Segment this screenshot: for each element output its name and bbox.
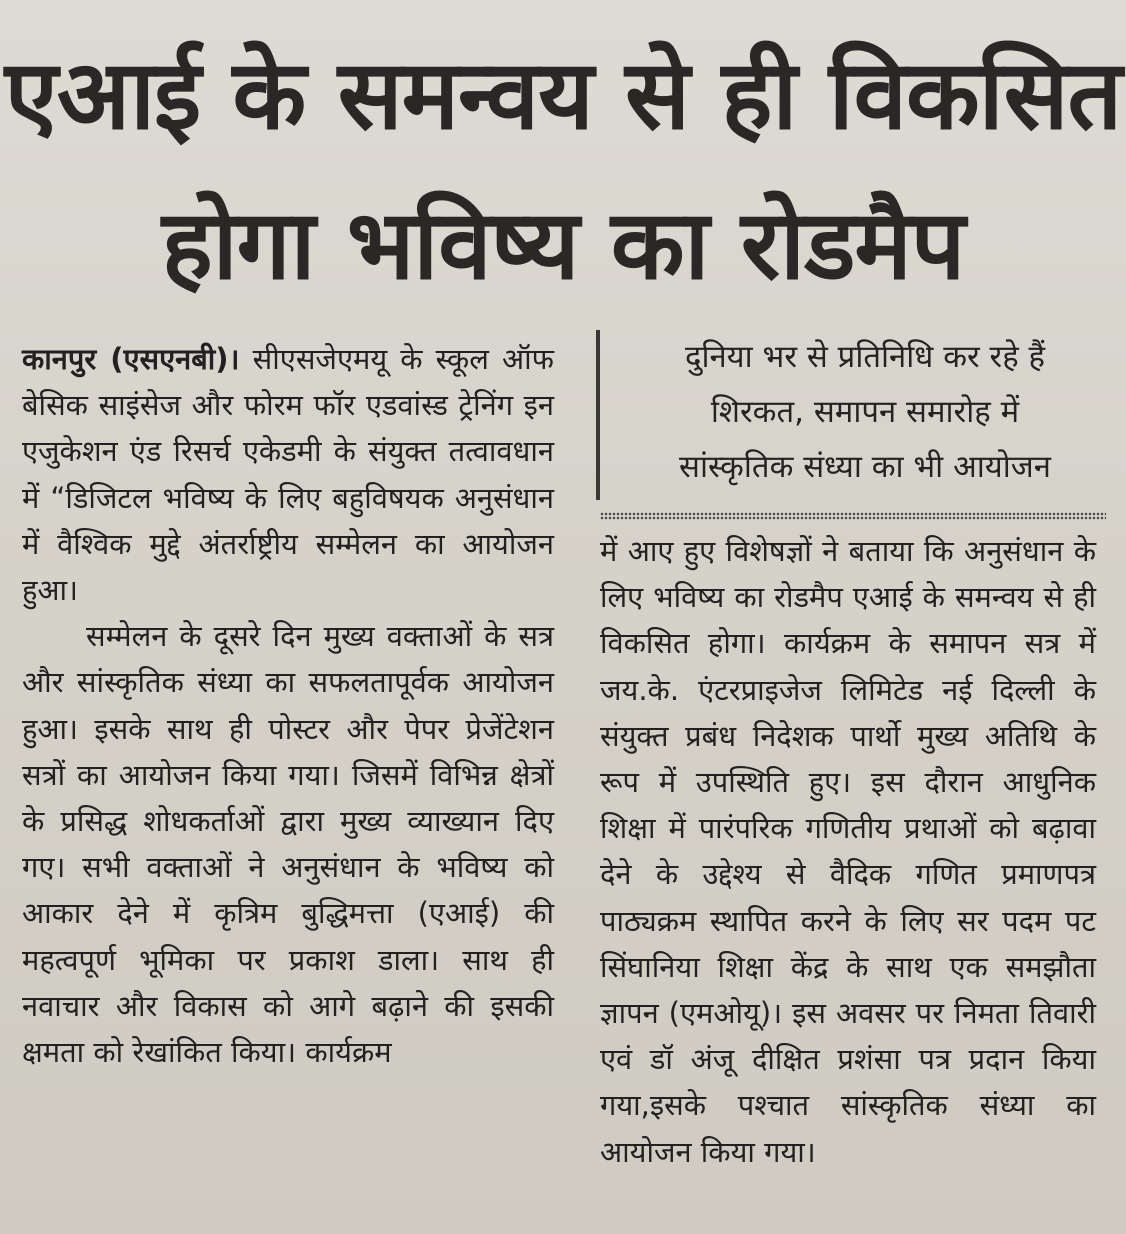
subheadline-line-2: शिरकत, समापन समारोह में [710,394,1020,430]
subheadline-line-1: दुनिया भर से प्रतिनिधि कर रहे हैं [684,339,1045,375]
dotted-divider [600,512,1106,520]
article-column-right [600,528,1096,1175]
dateline: कानपुर (एसएनबी)। [22,342,240,376]
article-paragraph-3: में आए हुए विशेषज्ञों ने बताया कि अनुसंधान के लिए भविष्य का रोडमैप एआई के समन्वय से ही विकसित होगा। कार्यक्रम के समापन सत्र में जय.के. एंटरप्राइजेज लिमिटेड नई दिल्ली के संयुक्त प्रबंध निदेशक पार्थो मुख्य अतिथि के रूप में उपस्थिति हुए। इस दौरान आधुनिक शिक्षा में पारंपरिक गणितीय प्रथाओं को बढ़ावा देने के उद्देश्य से वैदिक गणित प्रमाणपत्र पाठ्यक्रम स्थापित करने के लिए सर पदम पट सिंघानिया शिक्षा केंद्र के साथ एक समझौता ज्ञापन (एमओयू)। इस अवसर पर निमता तिवारी एवं डॉ अंजू दीक्षित प्रशंसा पत्र प्रदान किया गया,इसके पश्चात सांस्कृतिक संध्या का आयोजन किया गया। [600,534,1096,1169]
headline-line-1: एआई के समन्वय से ही विकसित [4,39,1122,151]
article-paragraph-2: सम्मेलन के दूसरे दिन मुख्य वक्ताओं के सत्र और सांस्कृतिक संध्या का सफलतापूर्वक आयोजन हुआ। इसके साथ ही पोस्टर और पेपर प्रेजेंटेशन सत्रों का आयोजन किया गया। जिसमें विभिन्न क्षेत्रों के प्रसिद्ध शोधकर्ताओं द्वारा मुख्य व्याख्यान दिए गए। सभी वक्ताओं ने अनुसंधान के भविष्य को आकार देने में कृत्रिम बुद्धिमत्ता (एआई) की महत्वपूर्ण भूमिका पर प्रकाश डाला। साथ ही नवाचार और विकास को आगे बढ़ाने की इसकी क्षमता को रेखांकित किया। कार्यक्रम [22,619,554,1070]
article-paragraph-1 [22,336,554,613]
subheadline-box [596,330,1110,500]
subheadline-line-3: सांस्कृतिक संध्या का भी आयोजन [679,449,1051,485]
headline-line-2: होगा भविष्य का रोडमैप [161,189,965,301]
headline [0,20,1126,320]
article-column-left [22,336,554,1075]
article-paragraph-1-text: सीएसजेएमयू के स्कूल ऑफ बेसिक साइंसेज और फोरम फॉर एडवांस्ड ट्रेनिंग इन एजुकेशन एंड रिसर्च एकेडमी के संयुक्त तत्वावधान में “डिजिटल भविष्य के लिए बहुविषयक अनुसंधान में वैश्विक मुद्दे अंतर्राष्ट्रीय सम्मेलन का आयोजन हुआ। [22,342,554,608]
